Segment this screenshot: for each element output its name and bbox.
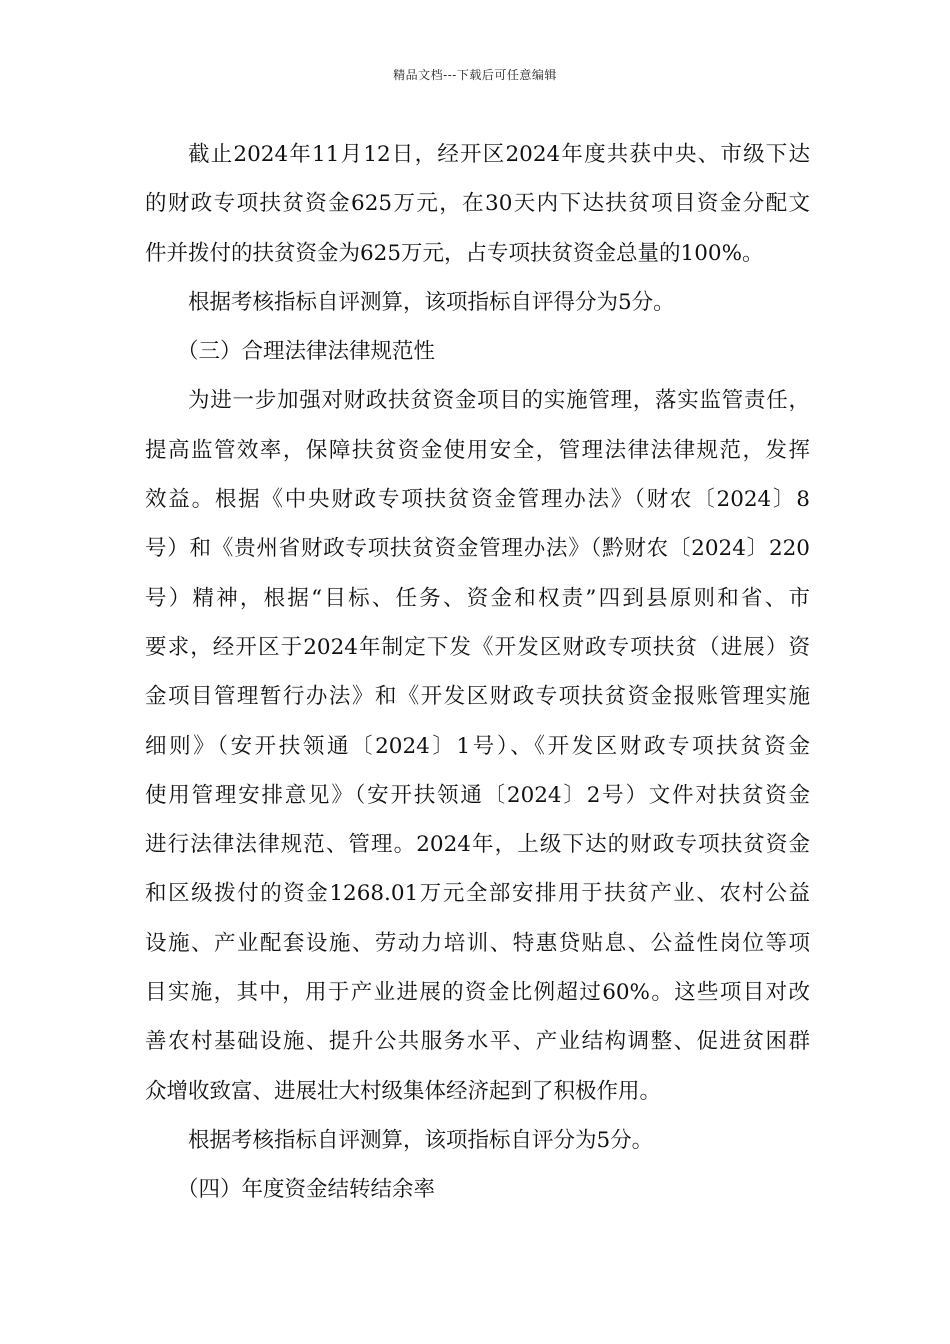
paragraph-line: 截止2024年11月12日，经开区2024年度共获中央、市级下达 <box>188 142 810 167</box>
paragraph-line: 要求，经开区于2024年制定下发《开发区财政专项扶贫（进展）资 <box>145 634 810 660</box>
paragraph-line: 使用管理安排意见》（安开扶领通〔2024〕2号）文件对扶贫资金 <box>145 782 810 808</box>
paragraph-line: 号）和《贵州省财政专项扶贫资金管理办法》（黔财农〔2024〕220 <box>145 536 810 562</box>
paragraph-line: 效益。根据《中央财政专项扶贫资金管理办法》（财农〔2024〕8 <box>145 487 810 513</box>
paragraph-line: 提高监管效率，保障扶贫资金使用安全，管理法律法律规范，发挥 <box>145 437 810 463</box>
paragraph-line: 细则》（安开扶领通〔2024〕1号）、《开发区财政专项扶贫资金 <box>145 733 810 759</box>
paragraph-line: 的财政专项扶贫资金625万元，在30天内下达扶贫项目资金分配文 <box>145 191 810 217</box>
page-header: 精品文档---下载后可任意编辑 <box>393 68 557 82</box>
paragraph-line: 众增收致富、进展壮大村级集体经济起到了积极作用。 <box>145 1078 662 1104</box>
paragraph-line: 件并拨付的扶贫资金为625万元，占专项扶贫资金总量的100%。 <box>145 240 764 266</box>
paragraph-line: 根据考核指标自评测算，该项指标自评得分为5分。 <box>188 289 675 315</box>
paragraph-line: 号）精神，根据“目标、任务、资金和权责”四到县原则和省、市 <box>145 585 810 611</box>
paragraph-line: 金项目管理暂行办法》和《开发区财政专项扶贫资金报账管理实施 <box>145 684 810 710</box>
paragraph-line: 设施、产业配套设施、劳动力培训、特惠贷贴息、公益性岗位等项 <box>145 930 810 956</box>
paragraph-line: 和区级拨付的资金1268.01万元全部安排用于扶贫产业、农村公益 <box>145 881 810 907</box>
paragraph-line: 根据考核指标自评测算，该项指标自评分为5分。 <box>188 1127 654 1153</box>
document-body <box>145 130 810 1215</box>
paragraph-line: 进行法律法律规范、管理。2024年，上级下达的财政专项扶贫资金 <box>145 832 810 858</box>
paragraph-line: 善农村基础设施、提升公共服务水平、产业结构调整、促进贫困群 <box>145 1029 810 1055</box>
section-heading: （四）年度资金结转结余率 <box>177 1177 436 1203</box>
section-heading: （三）合理法律法律规范性 <box>177 339 436 365</box>
paragraph-line: 为进一步加强对财政扶贫资金项目的实施管理，落实监管责任， <box>188 388 810 414</box>
paragraph-line: 目实施，其中，用于产业进展的资金比例超过60%。这些项目对改 <box>145 980 810 1006</box>
